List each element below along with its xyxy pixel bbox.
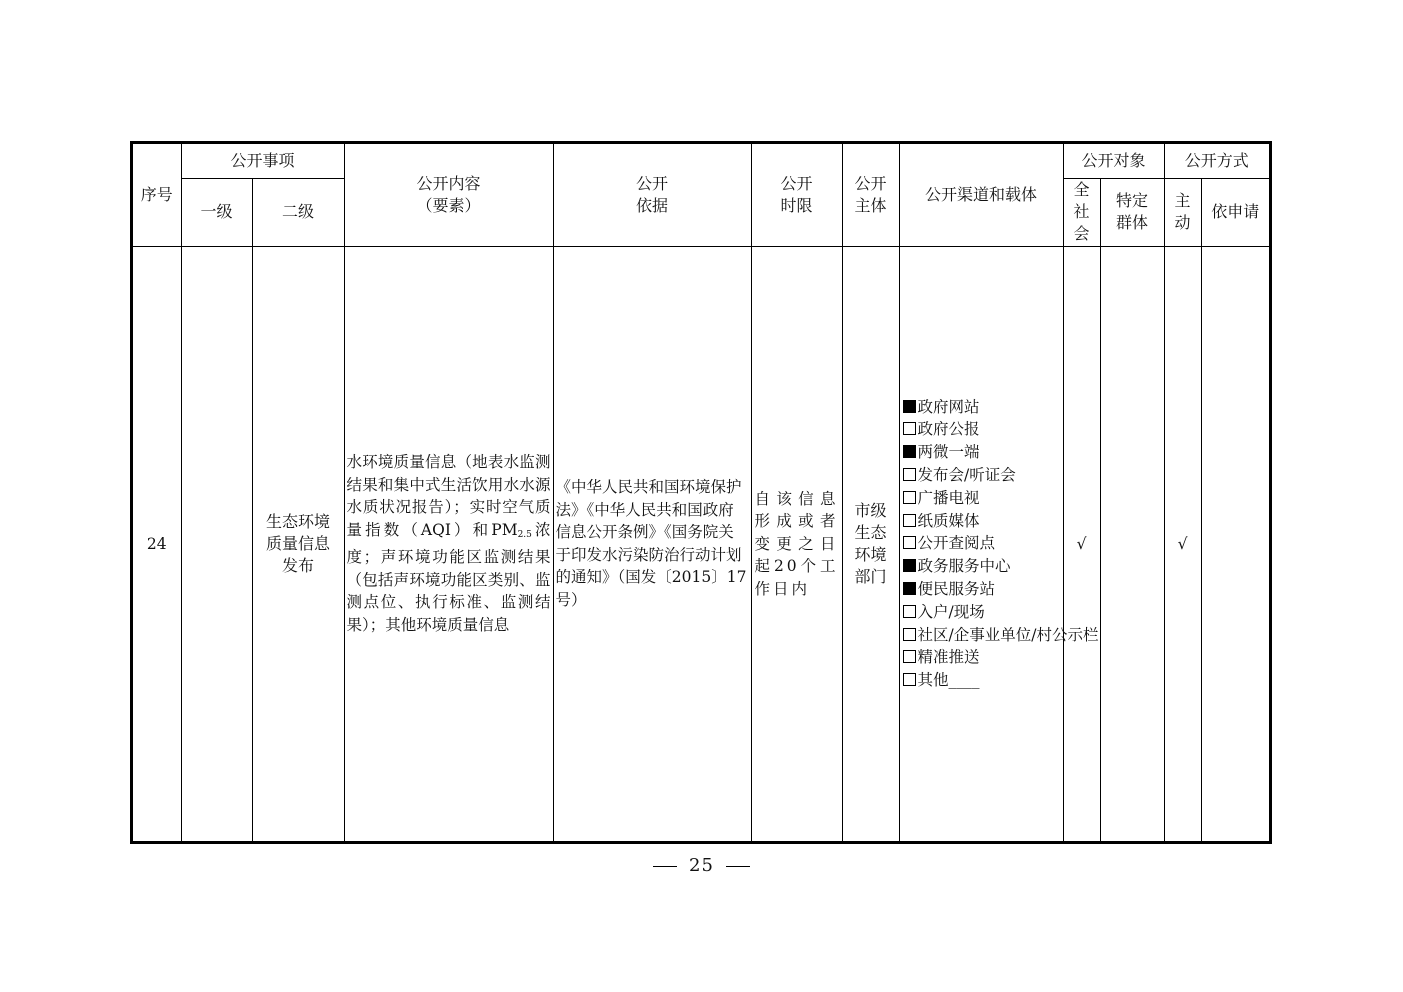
channel-label: 政府网站 <box>917 397 980 416</box>
header-basis-label: 公开 <box>636 173 669 193</box>
checked-box-icon <box>903 400 916 413</box>
header-subject <box>842 144 899 246</box>
header-level2: 二级 <box>252 178 344 246</box>
channel-label: 入户/现场 <box>917 602 985 621</box>
channel-item <box>903 510 1063 533</box>
row-level1 <box>181 246 252 841</box>
header-seq: 序号 <box>133 144 181 246</box>
unchecked-box-icon <box>903 650 916 663</box>
row-target-all: √ <box>1063 246 1100 841</box>
checked-box-icon <box>903 445 916 458</box>
channel-item <box>903 418 1063 441</box>
channel-label: 社区/企事业单位/村公示栏 <box>917 625 1099 644</box>
channel-item <box>903 464 1063 487</box>
channel-item <box>903 578 1063 601</box>
table-row <box>133 246 1269 841</box>
unchecked-box-icon <box>903 628 916 641</box>
unchecked-box-icon <box>903 422 916 435</box>
row-basis: 《中华人民共和国环境保护法》《中华人民共和国政府信息公开条例》《国务院关于印发水污染防治行动计划的通知》（国发〔2015〕17号） <box>553 246 751 841</box>
channel-label: 两微一端 <box>917 443 980 462</box>
disclosure-table-frame <box>130 141 1272 844</box>
header-mode-group: 公开方式 <box>1164 144 1269 178</box>
header-target-group: 公开对象 <box>1063 144 1164 178</box>
header-target-all: 全 社 会 <box>1063 178 1100 246</box>
header-time-label: 公开 <box>780 173 813 193</box>
header-time <box>751 144 842 246</box>
header-item-group: 公开事项 <box>181 144 344 178</box>
header-basis <box>553 144 751 246</box>
unchecked-box-icon <box>903 673 916 686</box>
row-content: 水环境质量信息（地表水监测结果和集中式生活饮用水水源水质状况报告）；实时空气质量指数（AQI）和$PM_{2.5}$浓度；声环境功能区监测结果（包括声环境功能区类别、监测点位、执行标准、监测结果）；其他环境质量信息 <box>344 246 553 841</box>
row-mode-active: √ <box>1164 246 1201 841</box>
row-subject: 市级生态环境部门 <box>842 246 899 841</box>
header-mode-request: 依申请 <box>1201 178 1269 246</box>
header-channel: 公开渠道和载体 <box>899 144 1063 246</box>
header-subject-sub: 主体 <box>854 195 887 215</box>
channel-item <box>903 646 1063 669</box>
channel-item <box>903 396 1063 419</box>
row-mode-request <box>1201 246 1269 841</box>
row-channels <box>899 246 1099 841</box>
row-level2: 生态环境质量信息发布 <box>252 246 344 841</box>
header-time-sub: 时限 <box>780 195 813 215</box>
page-number: 25 <box>689 855 714 876</box>
header-mode-active: 主 动 <box>1164 178 1201 246</box>
checked-box-icon <box>903 559 916 572</box>
channel-label: 公开查阅点 <box>917 534 996 553</box>
channel-item <box>903 555 1063 578</box>
row-seq: 24 <box>133 246 181 841</box>
header-content-label: 公开内容 <box>416 173 481 193</box>
channel-label: 其他____ <box>917 671 980 690</box>
channel-item <box>903 532 1063 555</box>
channel-item <box>903 441 1063 464</box>
row-target-specific <box>1100 246 1164 841</box>
channel-label: 政务服务中心 <box>917 557 1011 576</box>
header-basis-sub: 依据 <box>636 195 669 215</box>
channel-item <box>903 487 1063 510</box>
page-dash-left <box>653 866 677 867</box>
channel-label: 精准推送 <box>917 648 980 667</box>
channel-item <box>903 601 1063 624</box>
row-time-limit: 自该信息形成或者变更之日起20个工作日内 <box>751 246 842 841</box>
header-target-specific: 特定 群体 <box>1100 178 1164 246</box>
channel-label: 纸质媒体 <box>917 511 980 530</box>
header-content-sub: （要素） <box>416 195 481 215</box>
unchecked-box-icon <box>903 468 916 481</box>
header-level1: 一级 <box>181 178 252 246</box>
disclosure-table <box>133 144 1269 841</box>
channel-label: 发布会/听证会 <box>917 465 1016 484</box>
header-content <box>344 144 553 246</box>
channel-item <box>903 669 1063 692</box>
checked-box-icon <box>903 582 916 595</box>
page-dash-right <box>726 866 750 867</box>
channel-label: 广播电视 <box>917 488 980 507</box>
unchecked-box-icon <box>903 605 916 618</box>
unchecked-box-icon <box>903 514 916 527</box>
unchecked-box-icon <box>903 536 916 549</box>
header-subject-label: 公开 <box>854 173 887 193</box>
page-footer <box>0 855 1403 876</box>
channel-label: 政府公报 <box>917 420 980 439</box>
channel-label: 便民服务站 <box>917 579 996 598</box>
channel-item <box>903 624 1099 647</box>
unchecked-box-icon <box>903 491 916 504</box>
